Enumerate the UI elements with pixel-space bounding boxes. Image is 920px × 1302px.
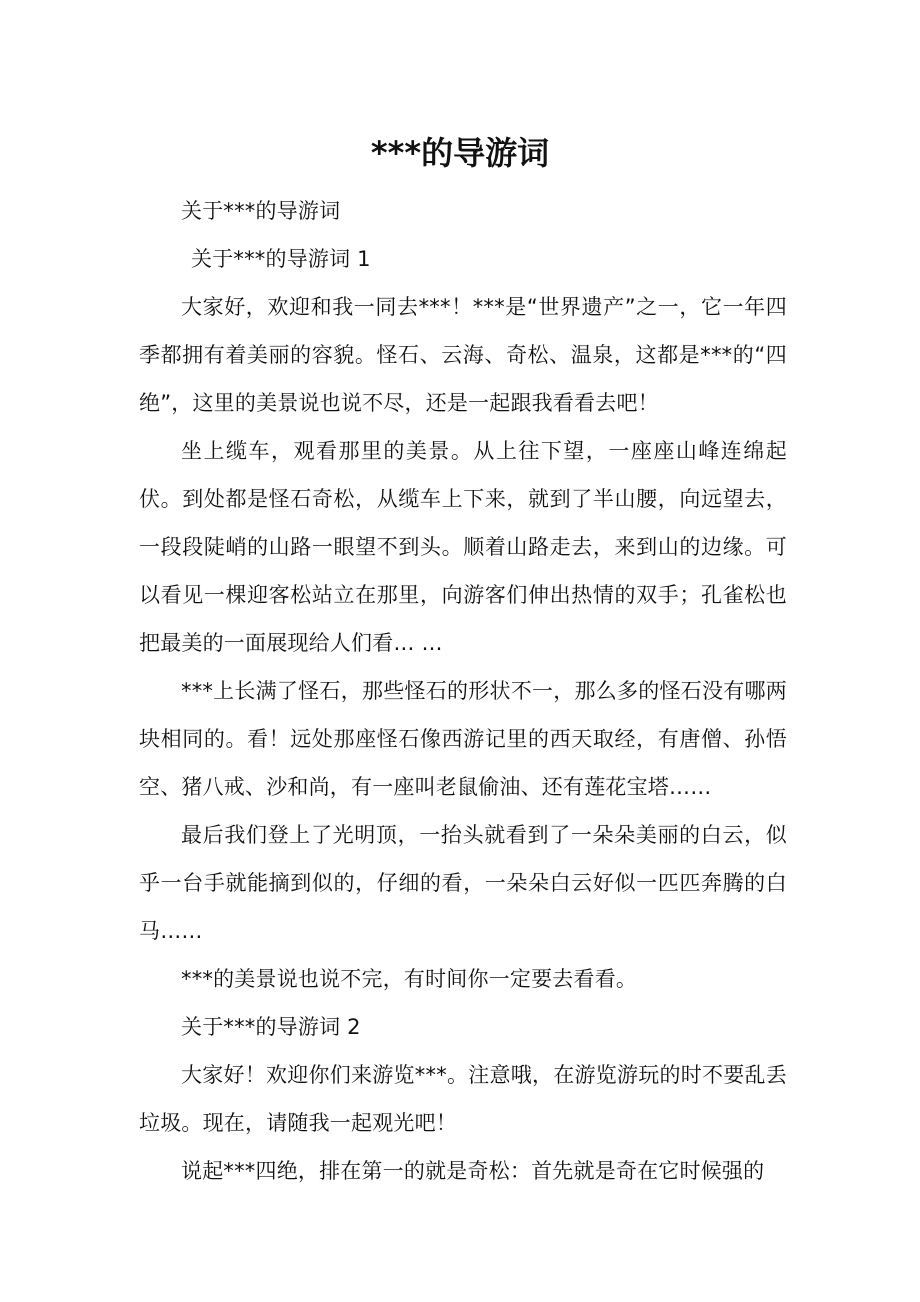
- document-title: ***的导游词: [370, 134, 550, 172]
- paragraph: 大家好，欢迎和我一同去***！***是“世界遗产”之一，它一年四季都拥有着美丽的容貌。怪石、云海、奇松、温泉，这都是***的“四绝”，这里的美景说也说不尽，还是一起跟我看看去吧！: [139, 295, 787, 415]
- section-heading-1: 关于***的导游词 1: [191, 247, 371, 271]
- paragraph: 大家好！欢迎你们来游览***。注意哦，在游览游玩的时不要乱丢垃圾。现在，请随我一起观光吧！: [139, 1063, 787, 1135]
- paragraph: 说起***四绝，排在第一的就是奇松：首先就是奇在它时候强的: [181, 1159, 765, 1183]
- paragraph: 最后我们登上了光明顶，一抬头就看到了一朵朵美丽的白云，似乎一台手就能摘到似的，仔细的看，一朵朵白云好似一匹匹奔腾的白马……: [139, 823, 787, 943]
- paragraph: 坐上缆车，观看那里的美景。从上往下望，一座座山峰连绵起伏。到处都是怪石奇松，从缆车上下来，就到了半山腰，向远望去，一段段陡峭的山路一眼望不到头。顺着山路走去，来到山的边缘。可以看见一棵迎客松站立在那里，向游客们伸出热情的双手；孔雀松也把最美的一面展现给人们看… …: [139, 439, 787, 655]
- paragraph: ***上长满了怪石，那些怪石的形状不一，那么多的怪石没有哪两块相同的。看！远处那座怪石像西游记里的西天取经，有唐僧、孙悟空、猪八戒、沙和尚，有一座叫老鼠偷油、还有莲花宝塔……: [139, 679, 787, 799]
- section-heading-2: 关于***的导游词 2: [181, 1015, 361, 1039]
- paragraph-heading: 关于***的导游词: [181, 199, 341, 223]
- document-body: [139, 187, 787, 1195]
- paragraph: ***的美景说也说不完，有时间你一定要去看看。: [181, 967, 638, 991]
